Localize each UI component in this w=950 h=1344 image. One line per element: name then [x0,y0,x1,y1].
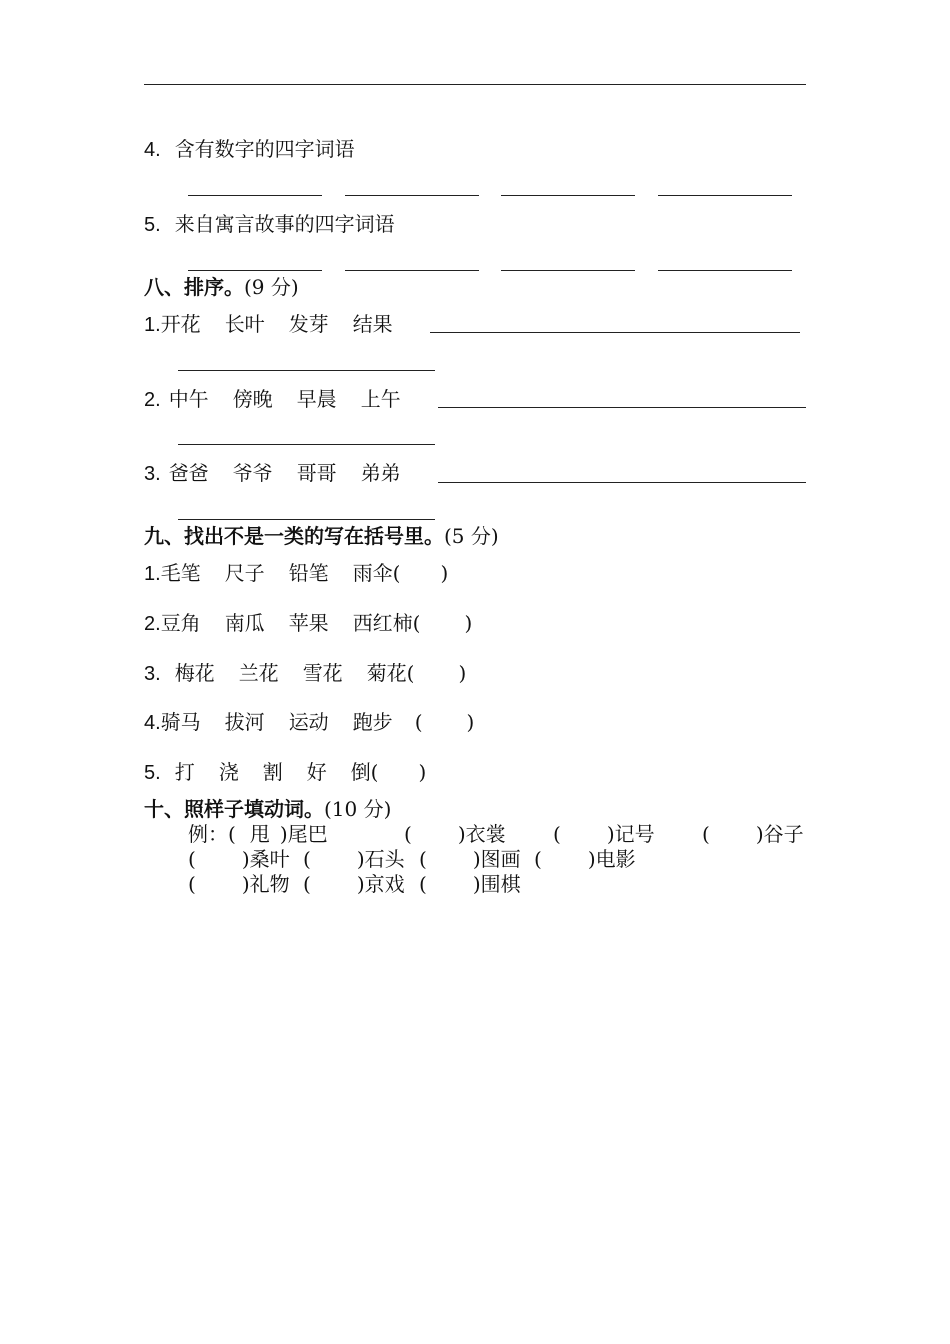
answer-blank[interactable] [178,444,435,445]
answer-blank[interactable] [658,270,792,271]
verb-blank: ( )衣裳 [404,822,506,846]
top-rule [144,84,806,85]
verb-blank: ( )图画 [419,847,521,871]
question-7-4: 4. 含有数字的四字词语 [144,137,355,161]
answer-blank[interactable] [178,519,435,520]
answer-blank[interactable] [430,332,800,333]
odd-one-item-1: 1.毛笔 尺子 铅笔 雨伞( ) [144,561,449,585]
answer-blank[interactable] [438,482,806,483]
section-8-heading: 八、排序。(9 分) [144,275,299,299]
answer-blank[interactable] [658,195,792,196]
verb-blank: ( )京戏 [303,872,405,896]
question-7-5: 5. 来自寓言故事的四字词语 [144,212,395,236]
answer-blank[interactable] [438,407,806,408]
verb-blank: ( )记号 [553,822,655,846]
verb-blank: ( )石头 [303,847,405,871]
order-item-2: 2. 中午 傍晚 早晨 上午 [144,387,401,411]
answer-blank[interactable] [501,270,635,271]
verb-blank: ( )礼物 [188,872,290,896]
answer-blank[interactable] [188,270,322,271]
odd-one-item-3: 3. 梅花 兰花 雪花 菊花( ) [144,661,467,685]
verb-blank: ( )电影 [534,847,636,871]
answer-blank[interactable] [188,195,322,196]
verb-row-1: 例：( 甩 )尾巴 [188,822,328,846]
verb-blank: ( )桑叶 [188,847,290,871]
answer-blank[interactable] [501,195,635,196]
answer-blank[interactable] [345,270,479,271]
section-9-heading: 九、找出不是一类的写在括号里。(5 分) [144,524,499,548]
verb-blank: ( )围棋 [419,872,521,896]
order-item-3: 3. 爸爸 爷爷 哥哥 弟弟 [144,461,401,485]
odd-one-item-5: 5. 打 浇 割 好 倒( ) [144,760,427,784]
odd-one-item-4: 4.骑马 拔河 运动 跑步 ( ) [144,710,475,734]
answer-blank[interactable] [345,195,479,196]
odd-one-item-2: 2.豆角 南瓜 苹果 西红柿( ) [144,611,473,635]
order-item-1: 1.开花 长叶 发芽 结果 [144,312,393,336]
verb-blank: ( )谷子 [702,822,804,846]
section-10-heading: 十、照样子填动词。(10 分) [144,797,392,821]
answer-blank[interactable] [178,370,435,371]
